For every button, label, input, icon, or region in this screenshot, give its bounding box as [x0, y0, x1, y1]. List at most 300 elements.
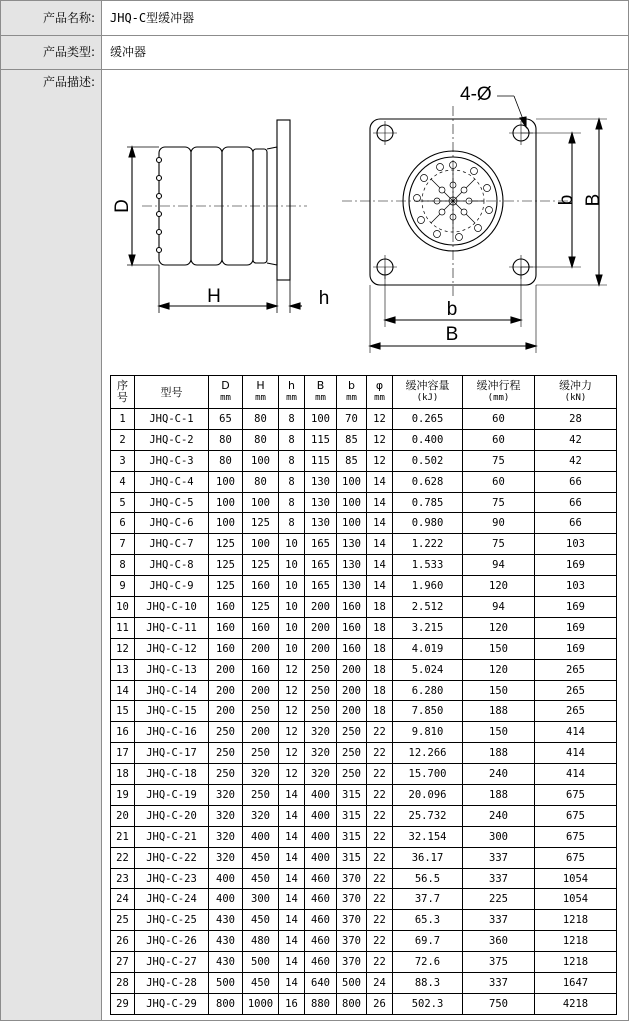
- cell-d: 200: [209, 680, 243, 701]
- cell-big-b: 400: [305, 785, 337, 806]
- cell-capacity: 36.17: [393, 847, 463, 868]
- cell-big-h: 450: [243, 910, 279, 931]
- cell-capacity: 1.222: [393, 534, 463, 555]
- cell-force: 103: [535, 576, 617, 597]
- table-row: [111, 492, 617, 513]
- cell-big-b: 200: [305, 638, 337, 659]
- cell-force: 1054: [535, 868, 617, 889]
- table-row: [111, 889, 617, 910]
- cell-big-b: 165: [305, 576, 337, 597]
- cell-d: 125: [209, 534, 243, 555]
- cell-big-b: 250: [305, 701, 337, 722]
- cell-stroke: 300: [463, 826, 535, 847]
- cell-big-b: 250: [305, 659, 337, 680]
- cell-index: 25: [111, 910, 135, 931]
- cell-phi: 14: [367, 555, 393, 576]
- table-row: [111, 764, 617, 785]
- cell-force: 1647: [535, 973, 617, 994]
- table-row: [111, 847, 617, 868]
- cell-index: 10: [111, 597, 135, 618]
- cell-force: 169: [535, 638, 617, 659]
- product-name-value: JHQ-C型缓冲器: [110, 11, 195, 25]
- cell-h: 14: [279, 826, 305, 847]
- cell-h: 12: [279, 680, 305, 701]
- cell-force: 1218: [535, 952, 617, 973]
- cell-model: JHQ-C-5: [135, 492, 209, 513]
- cell-phi: 26: [367, 993, 393, 1014]
- cell-model: JHQ-C-25: [135, 910, 209, 931]
- cell-h: 8: [279, 471, 305, 492]
- cell-phi: 12: [367, 409, 393, 430]
- cell-force: 675: [535, 847, 617, 868]
- cell-stroke: 188: [463, 785, 535, 806]
- cell-h: 16: [279, 993, 305, 1014]
- cell-capacity: 0.980: [393, 513, 463, 534]
- cell-model: JHQ-C-16: [135, 722, 209, 743]
- cell-d: 200: [209, 659, 243, 680]
- cell-d: 100: [209, 492, 243, 513]
- cell-stroke: 90: [463, 513, 535, 534]
- cell-b: 200: [337, 659, 367, 680]
- cell-index: 29: [111, 993, 135, 1014]
- cell-big-b: 250: [305, 680, 337, 701]
- cell-h: 14: [279, 889, 305, 910]
- cell-big-b: 320: [305, 743, 337, 764]
- table-row: [111, 555, 617, 576]
- cell-h: 8: [279, 429, 305, 450]
- cell-h: 10: [279, 576, 305, 597]
- cell-big-h: 320: [243, 805, 279, 826]
- cell-index: 16: [111, 722, 135, 743]
- cell-capacity: 20.096: [393, 785, 463, 806]
- cell-d: 430: [209, 952, 243, 973]
- cell-model: JHQ-C-1: [135, 409, 209, 430]
- cell-stroke: 94: [463, 597, 535, 618]
- cell-b: 315: [337, 826, 367, 847]
- cell-phi: 14: [367, 576, 393, 597]
- cell-stroke: 75: [463, 534, 535, 555]
- cell-model: JHQ-C-22: [135, 847, 209, 868]
- table-row: [111, 617, 617, 638]
- cell-big-h: 400: [243, 826, 279, 847]
- cell-stroke: 375: [463, 952, 535, 973]
- cell-d: 80: [209, 429, 243, 450]
- header-force: 缓冲力 (kN): [535, 376, 617, 409]
- cell-h: 8: [279, 492, 305, 513]
- cell-b: 160: [337, 617, 367, 638]
- cell-b: 200: [337, 701, 367, 722]
- cell-d: 80: [209, 450, 243, 471]
- cell-phi: 22: [367, 889, 393, 910]
- cell-phi: 18: [367, 617, 393, 638]
- cell-stroke: 75: [463, 450, 535, 471]
- cell-big-h: 160: [243, 576, 279, 597]
- cell-force: 414: [535, 722, 617, 743]
- cell-big-b: 130: [305, 471, 337, 492]
- cell-force: 265: [535, 701, 617, 722]
- cell-d: 250: [209, 764, 243, 785]
- cell-b: 250: [337, 743, 367, 764]
- cell-big-h: 200: [243, 680, 279, 701]
- table-row: [111, 722, 617, 743]
- cell-b: 370: [337, 931, 367, 952]
- cell-stroke: 188: [463, 743, 535, 764]
- cell-big-b: 400: [305, 826, 337, 847]
- cell-index: 17: [111, 743, 135, 764]
- cell-force: 169: [535, 617, 617, 638]
- cell-capacity: 1.533: [393, 555, 463, 576]
- cell-stroke: 188: [463, 701, 535, 722]
- side-view: [127, 120, 307, 313]
- cell-phi: 14: [367, 471, 393, 492]
- cell-stroke: 337: [463, 868, 535, 889]
- cell-d: 320: [209, 785, 243, 806]
- cell-model: JHQ-C-14: [135, 680, 209, 701]
- spec-table-body: [111, 409, 617, 1015]
- cell-stroke: 60: [463, 429, 535, 450]
- cell-force: 66: [535, 471, 617, 492]
- cell-force: 42: [535, 429, 617, 450]
- header-H: H mm: [243, 376, 279, 409]
- cell-index: 26: [111, 931, 135, 952]
- cell-h: 8: [279, 450, 305, 471]
- cell-big-b: 460: [305, 868, 337, 889]
- cell-big-h: 250: [243, 701, 279, 722]
- cell-big-b: 200: [305, 617, 337, 638]
- cell-force: 1218: [535, 931, 617, 952]
- header-B: B mm: [305, 376, 337, 409]
- cell-phi: 14: [367, 513, 393, 534]
- cell-h: 12: [279, 722, 305, 743]
- cell-big-h: 1000: [243, 993, 279, 1014]
- cell-d: 160: [209, 638, 243, 659]
- cell-big-h: 200: [243, 638, 279, 659]
- buffer-drawing: [102, 70, 629, 370]
- cell-d: 100: [209, 513, 243, 534]
- cell-d: 65: [209, 409, 243, 430]
- header-phi: φ mm: [367, 376, 393, 409]
- cell-big-h: 80: [243, 471, 279, 492]
- cell-capacity: 7.850: [393, 701, 463, 722]
- cell-big-b: 115: [305, 450, 337, 471]
- cell-big-b: 320: [305, 764, 337, 785]
- cell-big-b: 460: [305, 952, 337, 973]
- header-stroke: 缓冲行程 (mm): [463, 376, 535, 409]
- cell-model: JHQ-C-20: [135, 805, 209, 826]
- cell-model: JHQ-C-10: [135, 597, 209, 618]
- cell-big-b: 460: [305, 931, 337, 952]
- cell-stroke: 150: [463, 680, 535, 701]
- table-row: [111, 910, 617, 931]
- cell-big-h: 450: [243, 847, 279, 868]
- cell-stroke: 94: [463, 555, 535, 576]
- cell-d: 430: [209, 910, 243, 931]
- table-row: [111, 638, 617, 659]
- cell-capacity: 1.960: [393, 576, 463, 597]
- cell-capacity: 0.628: [393, 471, 463, 492]
- cell-big-b: 460: [305, 910, 337, 931]
- cell-b: 250: [337, 764, 367, 785]
- cell-capacity: 4.019: [393, 638, 463, 659]
- cell-model: JHQ-C-9: [135, 576, 209, 597]
- cell-force: 66: [535, 492, 617, 513]
- cell-stroke: 150: [463, 638, 535, 659]
- front-view: [342, 96, 607, 353]
- table-row: [111, 805, 617, 826]
- cell-model: JHQ-C-26: [135, 931, 209, 952]
- cell-stroke: 240: [463, 764, 535, 785]
- cell-big-h: 450: [243, 868, 279, 889]
- cell-big-h: 100: [243, 492, 279, 513]
- cell-capacity: 9.810: [393, 722, 463, 743]
- cell-stroke: 120: [463, 617, 535, 638]
- cell-model: JHQ-C-7: [135, 534, 209, 555]
- cell-h: 8: [279, 409, 305, 430]
- cell-big-h: 160: [243, 659, 279, 680]
- cell-force: 265: [535, 680, 617, 701]
- cell-force: 414: [535, 743, 617, 764]
- cell-h: 8: [279, 513, 305, 534]
- cell-model: JHQ-C-29: [135, 993, 209, 1014]
- cell-force: 103: [535, 534, 617, 555]
- cell-model: JHQ-C-4: [135, 471, 209, 492]
- cell-b: 160: [337, 597, 367, 618]
- table-row: [111, 973, 617, 994]
- cell-model: JHQ-C-2: [135, 429, 209, 450]
- cell-index: 11: [111, 617, 135, 638]
- cell-force: 414: [535, 764, 617, 785]
- cell-b: 160: [337, 638, 367, 659]
- cell-capacity: 37.7: [393, 889, 463, 910]
- cell-b: 800: [337, 993, 367, 1014]
- cell-phi: 22: [367, 805, 393, 826]
- cell-d: 160: [209, 617, 243, 638]
- cell-stroke: 60: [463, 409, 535, 430]
- cell-index: 21: [111, 826, 135, 847]
- cell-index: 22: [111, 847, 135, 868]
- cell-big-b: 640: [305, 973, 337, 994]
- cell-h: 14: [279, 785, 305, 806]
- cell-force: 169: [535, 597, 617, 618]
- cell-h: 14: [279, 868, 305, 889]
- cell-index: 27: [111, 952, 135, 973]
- cell-b: 85: [337, 450, 367, 471]
- header-b: b mm: [337, 376, 367, 409]
- cell-index: 6: [111, 513, 135, 534]
- cell-stroke: 750: [463, 993, 535, 1014]
- header-capacity: 缓冲容量 (kJ): [393, 376, 463, 409]
- cell-d: 430: [209, 931, 243, 952]
- cell-big-h: 250: [243, 785, 279, 806]
- cell-b: 370: [337, 910, 367, 931]
- header-h: h mm: [279, 376, 305, 409]
- cell-big-h: 100: [243, 534, 279, 555]
- cell-index: 5: [111, 492, 135, 513]
- cell-big-h: 450: [243, 973, 279, 994]
- cell-capacity: 2.512: [393, 597, 463, 618]
- cell-capacity: 12.266: [393, 743, 463, 764]
- cell-phi: 22: [367, 785, 393, 806]
- cell-b: 100: [337, 492, 367, 513]
- cell-model: JHQ-C-3: [135, 450, 209, 471]
- cell-big-h: 80: [243, 409, 279, 430]
- cell-stroke: 225: [463, 889, 535, 910]
- cell-index: 12: [111, 638, 135, 659]
- cell-index: 23: [111, 868, 135, 889]
- cell-capacity: 15.700: [393, 764, 463, 785]
- cell-h: 14: [279, 973, 305, 994]
- cell-force: 1054: [535, 889, 617, 910]
- cell-model: JHQ-C-21: [135, 826, 209, 847]
- cell-phi: 18: [367, 597, 393, 618]
- cell-big-h: 125: [243, 555, 279, 576]
- cell-phi: 14: [367, 534, 393, 555]
- cell-big-h: 125: [243, 513, 279, 534]
- cell-d: 500: [209, 973, 243, 994]
- cell-stroke: 150: [463, 722, 535, 743]
- table-row: [111, 450, 617, 471]
- cell-phi: 22: [367, 826, 393, 847]
- cell-b: 500: [337, 973, 367, 994]
- spec-table: [110, 375, 617, 1015]
- header-D: D mm: [209, 376, 243, 409]
- cell-capacity: 25.732: [393, 805, 463, 826]
- table-row: [111, 576, 617, 597]
- cell-big-b: 100: [305, 409, 337, 430]
- cell-h: 10: [279, 597, 305, 618]
- cell-index: 9: [111, 576, 135, 597]
- cell-index: 28: [111, 973, 135, 994]
- cell-force: 169: [535, 555, 617, 576]
- table-row: [111, 826, 617, 847]
- cell-phi: 24: [367, 973, 393, 994]
- cell-d: 200: [209, 701, 243, 722]
- cell-capacity: 72.6: [393, 952, 463, 973]
- product-description-label: 产品描述:: [1, 70, 102, 1020]
- cell-h: 10: [279, 534, 305, 555]
- cell-big-b: 400: [305, 805, 337, 826]
- cell-capacity: 56.5: [393, 868, 463, 889]
- cell-b: 130: [337, 576, 367, 597]
- cell-stroke: 75: [463, 492, 535, 513]
- cell-d: 250: [209, 722, 243, 743]
- table-row: [111, 534, 617, 555]
- cell-capacity: 69.7: [393, 931, 463, 952]
- cell-model: JHQ-C-15: [135, 701, 209, 722]
- cell-big-h: 250: [243, 743, 279, 764]
- cell-big-h: 80: [243, 429, 279, 450]
- cell-index: 8: [111, 555, 135, 576]
- cell-b: 70: [337, 409, 367, 430]
- table-row: [111, 993, 617, 1014]
- table-row: [111, 952, 617, 973]
- table-row: [111, 513, 617, 534]
- cell-big-h: 300: [243, 889, 279, 910]
- cell-h: 12: [279, 764, 305, 785]
- cell-capacity: 88.3: [393, 973, 463, 994]
- cell-index: 20: [111, 805, 135, 826]
- cell-force: 675: [535, 785, 617, 806]
- cell-d: 125: [209, 555, 243, 576]
- table-row: [111, 868, 617, 889]
- cell-big-h: 160: [243, 617, 279, 638]
- cell-h: 10: [279, 555, 305, 576]
- cell-b: 130: [337, 555, 367, 576]
- cell-capacity: 3.215: [393, 617, 463, 638]
- cell-b: 315: [337, 805, 367, 826]
- cell-stroke: 240: [463, 805, 535, 826]
- product-type-label: 产品类型:: [1, 36, 102, 69]
- cell-big-b: 200: [305, 597, 337, 618]
- cell-d: 320: [209, 805, 243, 826]
- cell-big-b: 880: [305, 993, 337, 1014]
- cell-big-b: 165: [305, 555, 337, 576]
- cell-phi: 12: [367, 450, 393, 471]
- table-row: [111, 597, 617, 618]
- cell-big-h: 100: [243, 450, 279, 471]
- cell-b: 130: [337, 534, 367, 555]
- cell-capacity: 502.3: [393, 993, 463, 1014]
- cell-index: 19: [111, 785, 135, 806]
- table-row: [111, 680, 617, 701]
- cell-h: 14: [279, 847, 305, 868]
- cell-b: 370: [337, 889, 367, 910]
- table-row: [111, 931, 617, 952]
- label-h: h: [318, 288, 330, 309]
- cell-index: 24: [111, 889, 135, 910]
- cell-big-h: 500: [243, 952, 279, 973]
- cell-b: 315: [337, 785, 367, 806]
- header-index: 序 号: [111, 376, 135, 409]
- cell-big-b: 460: [305, 889, 337, 910]
- cell-d: 250: [209, 743, 243, 764]
- cell-index: 13: [111, 659, 135, 680]
- cell-force: 66: [535, 513, 617, 534]
- cell-capacity: 0.265: [393, 409, 463, 430]
- cell-d: 320: [209, 847, 243, 868]
- label-holes: 4-Ø: [460, 84, 492, 105]
- cell-stroke: 360: [463, 931, 535, 952]
- cell-index: 4: [111, 471, 135, 492]
- cell-big-b: 165: [305, 534, 337, 555]
- cell-b: 100: [337, 513, 367, 534]
- cell-big-b: 130: [305, 492, 337, 513]
- cell-h: 14: [279, 931, 305, 952]
- cell-phi: 18: [367, 659, 393, 680]
- cell-force: 675: [535, 805, 617, 826]
- cell-phi: 22: [367, 764, 393, 785]
- cell-force: 28: [535, 409, 617, 430]
- table-row: [111, 659, 617, 680]
- cell-index: 1: [111, 409, 135, 430]
- cell-phi: 22: [367, 743, 393, 764]
- cell-stroke: 337: [463, 910, 535, 931]
- cell-model: JHQ-C-23: [135, 868, 209, 889]
- cell-phi: 22: [367, 868, 393, 889]
- cell-index: 18: [111, 764, 135, 785]
- label-b-horizontal: b: [446, 299, 458, 320]
- cell-index: 3: [111, 450, 135, 471]
- cell-force: 1218: [535, 910, 617, 931]
- cell-phi: 22: [367, 847, 393, 868]
- cell-model: JHQ-C-8: [135, 555, 209, 576]
- cell-h: 12: [279, 743, 305, 764]
- table-row: [111, 743, 617, 764]
- cell-capacity: 5.024: [393, 659, 463, 680]
- cell-b: 250: [337, 722, 367, 743]
- cell-stroke: 337: [463, 847, 535, 868]
- cell-b: 315: [337, 847, 367, 868]
